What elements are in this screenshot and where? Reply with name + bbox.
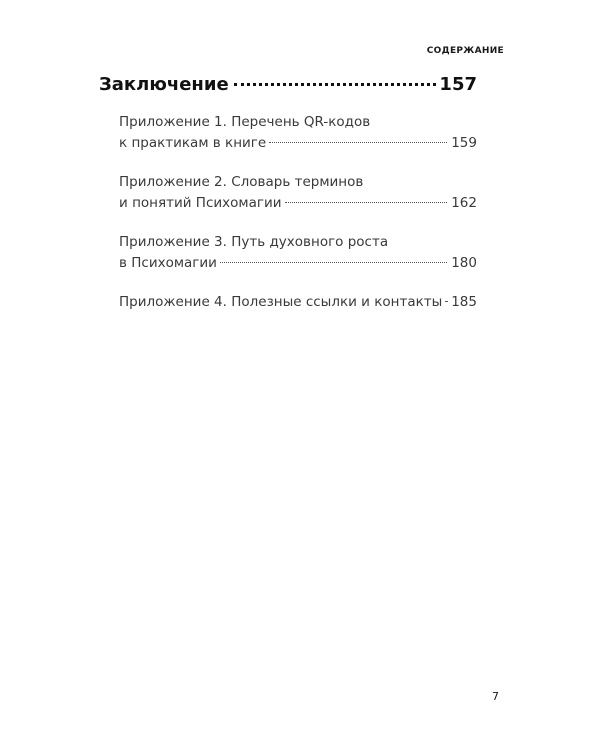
toc-entry-title-line2: в Психомагии [119,255,217,271]
toc-entry-page: 180 [451,255,477,271]
table-of-contents [99,74,477,313]
toc-main-title: Заключение [99,74,229,95]
running-head: СОДЕРЖАНИЕ [426,46,504,56]
page-number: 7 [492,690,499,703]
dot-leader [234,83,437,86]
toc-entry[interactable] [119,232,477,274]
toc-entry-title-line2: к практикам в книге [119,135,267,151]
toc-main-entry[interactable] [99,74,477,100]
toc-entry-title-line1: Приложение 1. Перечень QR-кодов [119,114,371,130]
dot-leader [285,202,448,203]
toc-entry[interactable] [119,172,477,214]
toc-entry-title: Приложение 4. Полезные ссылки и контакты [119,294,443,310]
toc-entry[interactable] [119,112,477,154]
toc-entry-page: 159 [451,135,477,151]
toc-entry-title-line1: Приложение 3. Путь духовного роста [119,234,389,250]
dot-leader [445,301,447,302]
toc-entry-page: 162 [451,195,477,211]
toc-entry-title-line1: Приложение 2. Словарь терминов [119,174,364,190]
dot-leader [269,142,447,143]
dot-leader [220,262,447,263]
toc-entry-title-line2: и понятий Психомагии [119,195,282,211]
toc-main-page: 157 [439,74,477,95]
toc-entry[interactable] [119,292,477,313]
toc-entry-page: 185 [451,294,477,310]
